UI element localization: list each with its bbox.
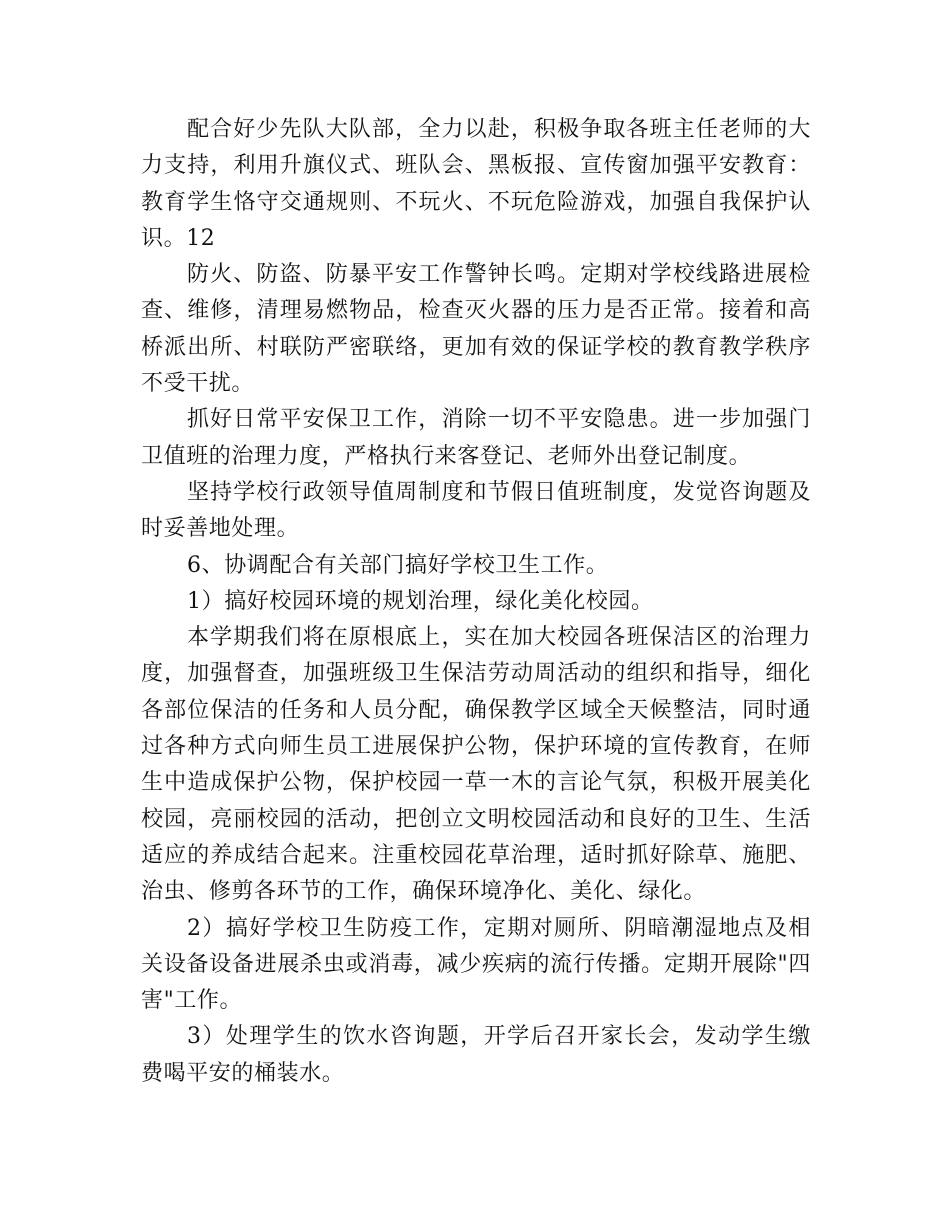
paragraph-safety-education: 配合好少先队大队部，全力以赴，积极争取各班主任老师的大力支持，利用升旗仪式、班队会、黑板报、宣传窗加强平安教育：教育学生恪守交通规则、不玩火、不玩危险游戏，加强自我保护认识。12 [141,117,811,251]
paragraph-daily-security: 抓好日常平安保卫工作，消除一切不平安隐患。进一步加强门卫值班的治理力度，严格执行来客登记、老师外出登记制度。 [141,407,811,469]
paragraph-epidemic-prevention: 2）搞好学校卫生防疫工作，定期对厕所、阴暗潮湿地点及相关设备设备进展杀虫或消毒，减少疾病的流行传播。定期开展除"四害"工作。 [141,915,811,1014]
paragraph-section-heading-hygiene: 6、协调配合有关部门搞好学校卫生工作。 [187,552,609,578]
paragraph-subheading-campus-environment: 1）搞好校园环境的规划治理，绿化美化校园。 [187,588,654,614]
paragraph-fire-theft-prevention: 防火、防盗、防暴平安工作警钟长鸣。定期对学校线路进展检查、维修，清理易燃物品，检查灭火器的压力是否正常。接着和高桥派出所、村联防严密联络，更加有效的保证学校的教育教学秩序不受干扰。 [141,262,811,397]
paragraph-drinking-water: 3）处理学生的饮水咨询题，开学后召开家长会，发动学生缴费喝平安的桶装水。 [141,1024,811,1086]
paragraph-duty-system: 坚持学校行政领导值周制度和节假日值班制度，发觉咨询题及时妥善地处理。 [141,479,811,542]
document-body [141,112,811,1092]
paragraph-campus-cleaning: 本学期我们将在原根底上，实在加大校园各班保洁区的治理力度，加强督查，加强班级卫生保洁劳动周活动的组织和指导，细化各部位保洁的任务和人员分配，确保教学区域全天候整洁，同时通过各种方式向师生员工进展保护公物，保护环境的宣传教育，在师生中造成保护公物，保护校园一草一木的言论气氛，积极开展美化校园，亮丽校园的活动，把创立文明校园活动和良好的卫生、生活适应的养成结合起来。注重校园花草治理，适时抓好除草、施肥、治虫、修剪各环节的工作，确保环境净化、美化、绿化。 [141,625,811,905]
